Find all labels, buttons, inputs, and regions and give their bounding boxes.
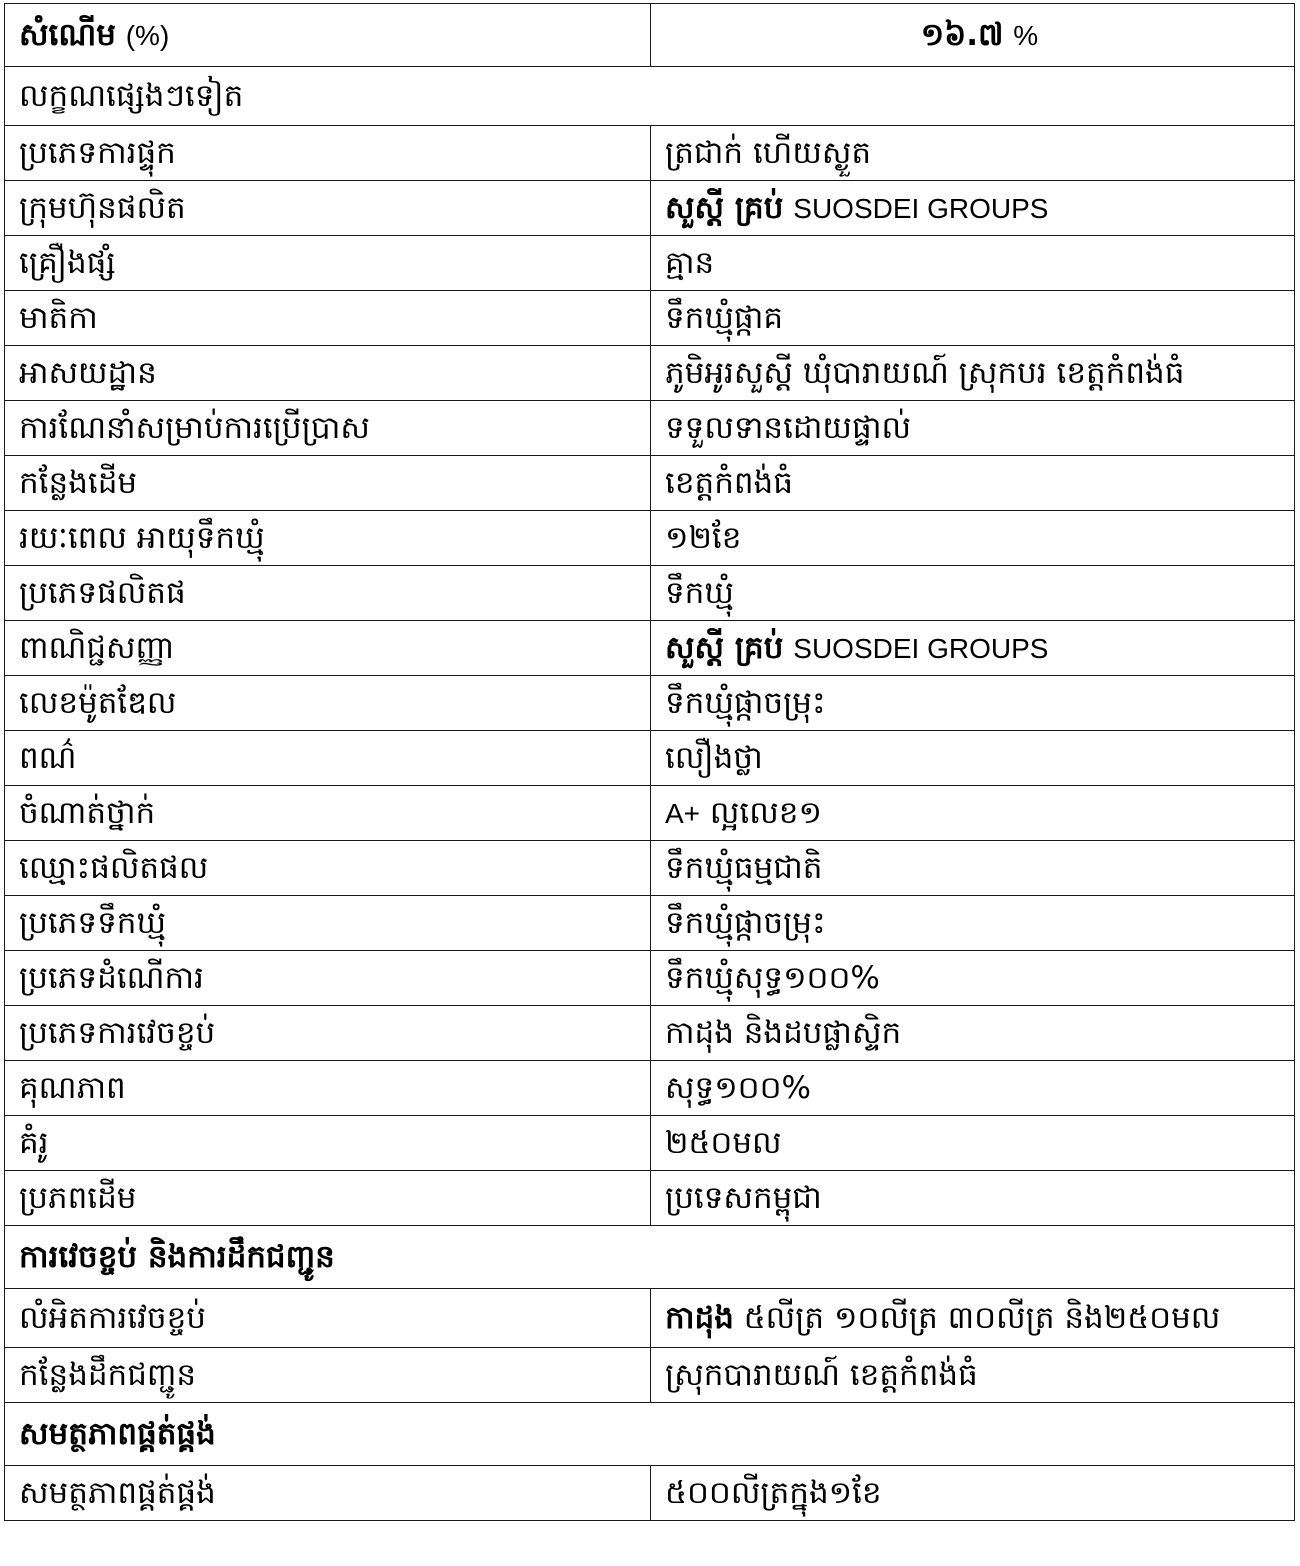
brand-name-latin: SUOSDEI GROUPS xyxy=(793,192,1049,224)
spec-label: ឈ្មោះផលិតផល xyxy=(5,841,651,896)
spec-row xyxy=(5,841,1295,896)
spec-value: ទឹកឃ្មុំផ្កាគ xyxy=(651,291,1295,346)
spec-label: ក្រុមហ៊ុនផលិត xyxy=(5,181,651,236)
spec-label: ចំណាត់ថ្នាក់ xyxy=(5,786,651,841)
spec-value: ៥០០លីត្រក្នុង១ខែ xyxy=(651,1466,1295,1521)
spec-value: កាដុង និងដបផ្លាស្ទិក xyxy=(651,1006,1295,1061)
spec-label: សមត្ថភាពផ្គត់ផ្គង់ xyxy=(5,1466,651,1521)
spec-value: ១២ខែ xyxy=(651,511,1295,566)
spec-row xyxy=(5,511,1295,566)
spec-row xyxy=(5,1171,1295,1226)
spec-row xyxy=(5,1289,1295,1348)
yield-label-cell xyxy=(5,4,651,67)
spec-value: ទឹកឃ្មុំផ្កាចម្រុះ xyxy=(651,676,1295,731)
packaging-sizes: ៥លីត្រ ១០លីត្រ ៣០លីត្រ និង២៥០មល xyxy=(743,1299,1221,1336)
spec-row xyxy=(5,346,1295,401)
spec-value: ប្រទេសកម្ពុជា xyxy=(651,1171,1295,1226)
spec-row xyxy=(5,181,1295,236)
spec-label: កន្លែងដើម xyxy=(5,456,651,511)
spec-row xyxy=(5,401,1295,456)
spec-label: រយៈពេល អាយុទឹកឃ្មុំ xyxy=(5,511,651,566)
spec-label: ពណ៌ xyxy=(5,731,651,786)
spec-value xyxy=(651,621,1295,676)
spec-label: ប្រភេទទឹកឃ្មុំ xyxy=(5,896,651,951)
spec-row xyxy=(5,786,1295,841)
spec-row xyxy=(5,951,1295,1006)
spec-label: ប្រភេទការផ្ទុក xyxy=(5,126,651,181)
spec-label: លំអិតការវេចខ្ចប់ xyxy=(5,1289,651,1348)
section-header-packaging xyxy=(5,1226,1295,1289)
spec-row xyxy=(5,1006,1295,1061)
grade-khmer: ល្អលេខ១ xyxy=(709,794,822,831)
trademark-khmer: សួស្ដី គ្រប់ xyxy=(665,629,784,666)
section-title-capacity: សមត្ថភាពផ្គត់ផ្គង់ xyxy=(5,1403,1295,1466)
packaging-type: កាដុង xyxy=(665,1299,734,1336)
spec-label: ប្រភេទការវេចខ្ចប់ xyxy=(5,1006,651,1061)
spec-value xyxy=(651,1289,1295,1348)
spec-label: កន្លែងដឹកជញ្ជូន xyxy=(5,1348,651,1403)
spec-value xyxy=(651,786,1295,841)
yield-value-unit: % xyxy=(1013,19,1039,51)
spec-label: អាសយដ្ឋាន xyxy=(5,346,651,401)
yield-unit: (%) xyxy=(125,19,170,51)
section-header-capacity xyxy=(5,1403,1295,1466)
spec-row xyxy=(5,456,1295,511)
spec-row xyxy=(5,621,1295,676)
spec-value: ទឹកឃ្មុំធម្មជាតិ xyxy=(651,841,1295,896)
spec-label: ប្រភេទផលិតផ xyxy=(5,566,651,621)
spec-value: ស្រុកបារាយណ៍ ខេត្តកំពង់ធំ xyxy=(651,1348,1295,1403)
section-title-other: លក្ខណផ្សេងៗទៀត xyxy=(5,67,1295,126)
spec-row xyxy=(5,566,1295,621)
spec-value: លឿងថ្លា xyxy=(651,731,1295,786)
spec-value: គ្មាន xyxy=(651,236,1295,291)
spec-label: ប្រភពដើម xyxy=(5,1171,651,1226)
spec-value: សុទ្ធ១០០% xyxy=(651,1061,1295,1116)
spec-row xyxy=(5,236,1295,291)
yield-value: ១៦.៧ xyxy=(920,16,1004,53)
spec-value: ទទួលទានដោយផ្ទាល់ xyxy=(651,401,1295,456)
grade-latin: A+ xyxy=(665,797,701,829)
spec-label: គុណភាព xyxy=(5,1061,651,1116)
spec-value: ភូមិអូរសួស្ដី ឃុំបារាយណ៍ ស្រុកបរ ខេត្តកំពង់ធំ xyxy=(651,346,1295,401)
spec-label: ប្រភេទដំណើការ xyxy=(5,951,651,1006)
spec-value: ទឹកឃ្មុំ xyxy=(651,566,1295,621)
yield-value-cell xyxy=(651,4,1295,67)
spec-row xyxy=(5,1061,1295,1116)
spec-row xyxy=(5,896,1295,951)
spec-row xyxy=(5,676,1295,731)
spec-label: មាតិកា xyxy=(5,291,651,346)
trademark-latin: SUOSDEI GROUPS xyxy=(793,632,1049,664)
brand-name-khmer: សួស្ដី គ្រប់ xyxy=(665,189,784,226)
spec-label: លេខម៉ូតឌែល xyxy=(5,676,651,731)
product-spec-table xyxy=(4,3,1295,1521)
section-title-packaging: ការវេចខ្ចប់ និងការដឹកជញ្ជូន xyxy=(5,1226,1295,1289)
spec-label: គ្រឿងផ្សំ xyxy=(5,236,651,291)
yield-row xyxy=(5,4,1295,67)
spec-value: ២៥០មល xyxy=(651,1116,1295,1171)
spec-value: ខេត្តកំពង់ធំ xyxy=(651,456,1295,511)
spec-row xyxy=(5,126,1295,181)
spec-value xyxy=(651,181,1295,236)
spec-row xyxy=(5,291,1295,346)
spec-label: ពាណិជ្ជសញ្ញា xyxy=(5,621,651,676)
section-header-other xyxy=(5,67,1295,126)
spec-label: គំរូ xyxy=(5,1116,651,1171)
spec-row xyxy=(5,731,1295,786)
spec-row xyxy=(5,1348,1295,1403)
spec-row xyxy=(5,1466,1295,1521)
spec-value: ត្រជាក់ ហើយស្ងួត xyxy=(651,126,1295,181)
spec-label: ការណែនាំសម្រាប់ការប្រើប្រាស xyxy=(5,401,651,456)
spec-value: ទឹកឃ្មុំសុទ្ធ១០០% xyxy=(651,951,1295,1006)
spec-value: ទឹកឃ្មុំផ្កាចម្រុះ xyxy=(651,896,1295,951)
yield-label: សំណើម xyxy=(19,16,116,53)
spec-row xyxy=(5,1116,1295,1171)
